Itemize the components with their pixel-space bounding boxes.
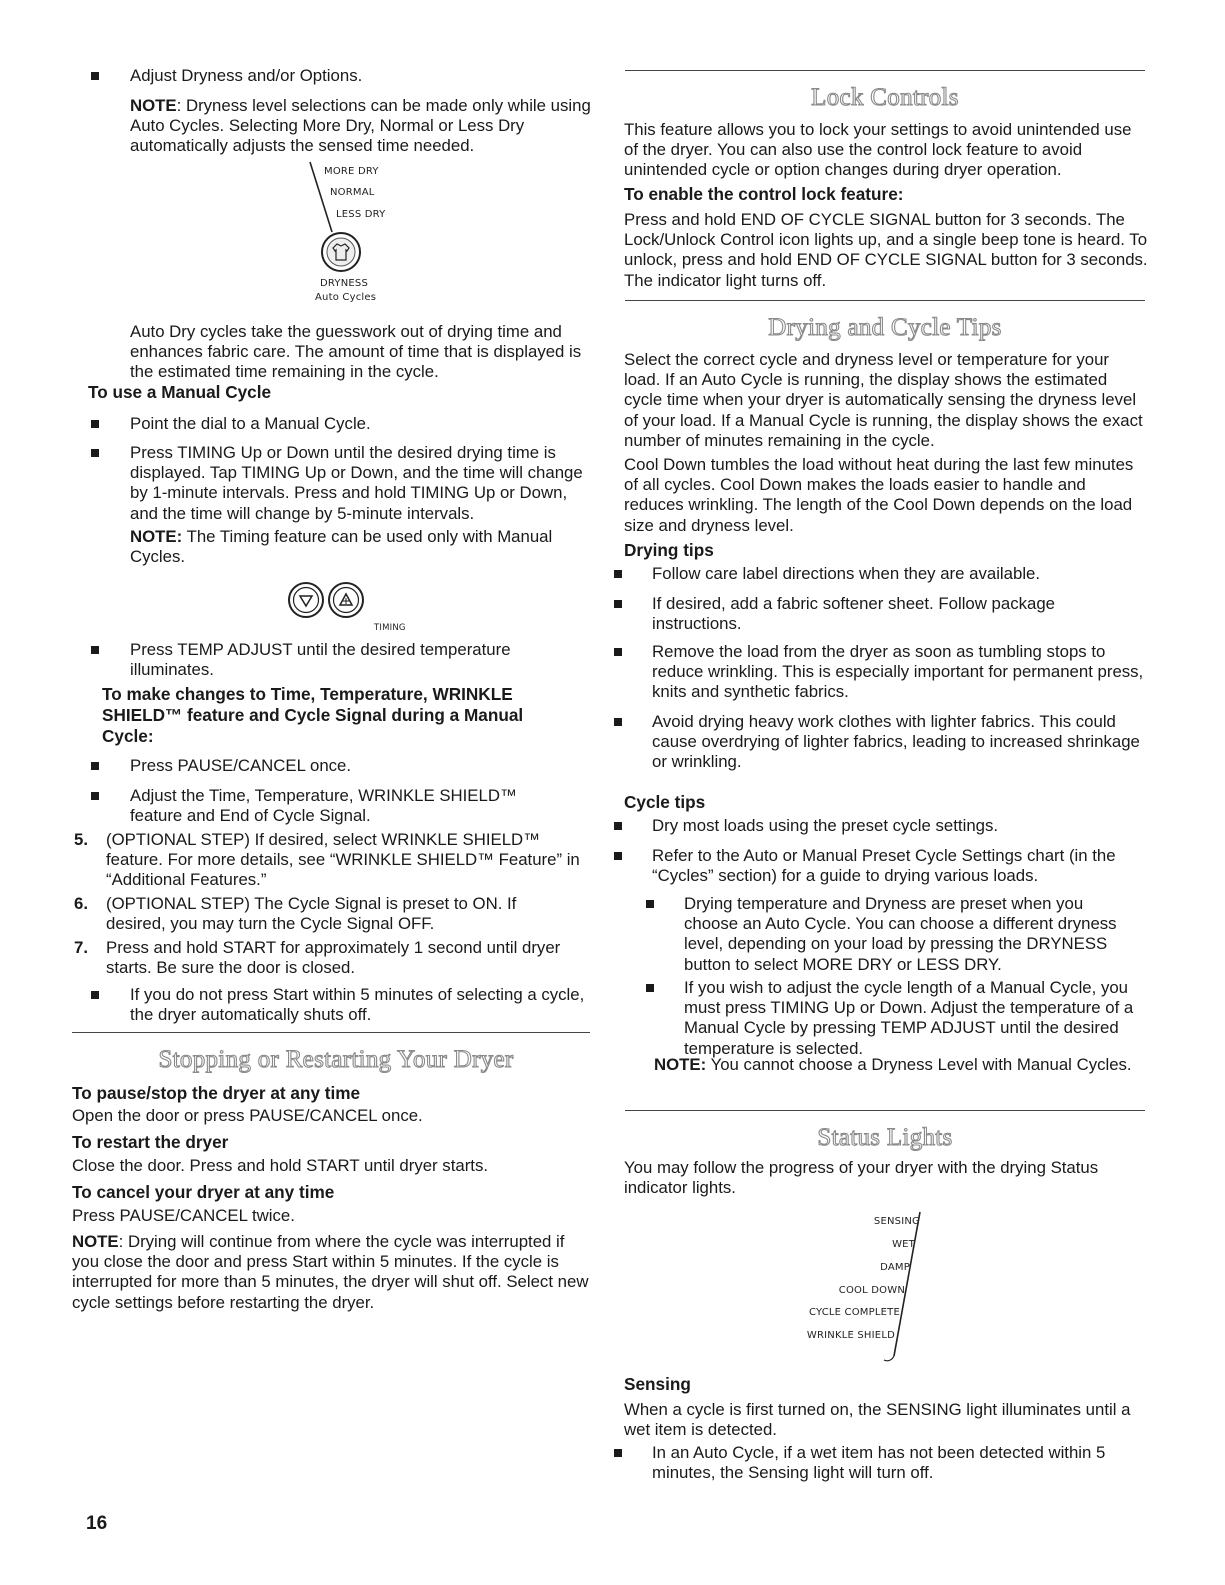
cycle-tips-heading: Cycle tips bbox=[624, 792, 706, 812]
section-divider bbox=[625, 1110, 1145, 1111]
sensing-heading: Sensing bbox=[624, 1374, 691, 1394]
list-item: Press TIMING Up or Down until the desired drying time is displayed. Tap TIMING Up or Down, and the time will change by 1-minute intervals. Press and hold TIMING Up or Down, and the time will change by 5-minute intervals. bbox=[86, 443, 598, 524]
timing-buttons-icon bbox=[286, 578, 370, 622]
bullet-icon bbox=[614, 852, 622, 860]
section-heading-status: Status Lights bbox=[817, 1124, 953, 1151]
lock-paragraph: This feature allows you to lock your settings to avoid unintended use of the dryer. You can also use the control lock feature to avoid unintended cycle or option changes during dryer operation. bbox=[624, 120, 1132, 180]
list-item: Refer to the Auto or Manual Preset Cycle Settings chart (in the “Cycles” section) for a guide to drying various loads. bbox=[616, 846, 1128, 886]
status-lights-diagram bbox=[770, 1206, 970, 1366]
bullet-icon bbox=[91, 72, 99, 80]
list-item: Remove the load from the dryer as soon as tumbling stops to reduce wrinkling. This is especially important for permanent press, knits and synthetic fabrics. bbox=[616, 642, 1146, 703]
dryness-caption: Auto Cycles bbox=[315, 292, 377, 303]
bullet-icon bbox=[91, 991, 99, 999]
dryness-label: MORE DRY bbox=[324, 166, 379, 177]
step-5: 5. (OPTIONAL STEP) If desired, select WRINKLE SHIELD™ feature. For more details, see “WRINKLE SHIELD™ Feature” in “Additional Features.” bbox=[74, 830, 580, 890]
bullet-icon bbox=[614, 822, 622, 830]
bullet-icon bbox=[614, 570, 622, 578]
list-item: Press TEMP ADJUST until the desired temperature illuminates. bbox=[86, 640, 598, 680]
manual-cycle-heading: To use a Manual Cycle bbox=[88, 382, 272, 402]
pause-heading: To pause/stop the dryer at any time bbox=[72, 1083, 361, 1103]
changes-heading: To make changes to Time, Temperature, WRINKLE SHIELD™ feature and Cycle Signal during a Manual Cycle: bbox=[102, 684, 524, 746]
section-heading-tips: Drying and Cycle Tips bbox=[768, 314, 1002, 341]
status-paragraph: You may follow the progress of your dryer with the drying Status indicator lights. bbox=[624, 1158, 1099, 1198]
status-label: WRINKLE SHIELD bbox=[806, 1330, 895, 1341]
sensing-paragraph: When a cycle is first turned on, the SENSING light illuminates until a wet item is detected. bbox=[624, 1400, 1131, 1440]
list-item: In an Auto Cycle, if a wet item has not been detected within 5 minutes, the Sensing light will turn off. bbox=[616, 1443, 1146, 1483]
auto-dry-paragraph: Auto Dry cycles take the guesswork out of drying time and enhances fabric care. The amount of time that is displayed is the estimated time remaining in the cycle. bbox=[130, 322, 582, 382]
bullet-icon bbox=[91, 792, 99, 800]
list-item: If you do not press Start within 5 minutes of selecting a cycle, the dryer automatically shuts off. bbox=[86, 985, 586, 1025]
bullet-icon bbox=[614, 1449, 622, 1457]
dryness-label: NORMAL bbox=[330, 187, 375, 198]
list-item: Dry most loads using the preset cycle settings. bbox=[616, 816, 1146, 836]
bullet-icon bbox=[91, 646, 99, 654]
bullet-icon bbox=[646, 900, 654, 908]
bullet-icon bbox=[91, 449, 99, 457]
status-label: WET bbox=[892, 1239, 915, 1250]
restart-text: Close the door. Press and hold START until dryer starts. bbox=[72, 1156, 488, 1175]
bullet-icon bbox=[91, 420, 99, 428]
bullet-icon bbox=[91, 762, 99, 770]
dryness-button-icon bbox=[319, 230, 363, 274]
bullet-icon bbox=[614, 600, 622, 608]
page-number: 16 bbox=[86, 1513, 108, 1534]
list-item: Press PAUSE/CANCEL once. bbox=[86, 756, 598, 776]
list-item: Avoid drying heavy work clothes with lighter fabrics. This could cause overdrying of lighter fabrics, leading to increased shrinkage or wrinkling. bbox=[616, 712, 1146, 773]
status-label: DAMP bbox=[880, 1262, 910, 1273]
section-heading-lock: Lock Controls bbox=[811, 84, 959, 111]
status-label: COOL DOWN bbox=[838, 1285, 905, 1296]
bullet-icon bbox=[646, 984, 654, 992]
list-item: If desired, add a fabric softener sheet. Follow package instructions. bbox=[616, 594, 1116, 634]
note-restart: NOTE: Drying will continue from where the cycle was interrupted if you close the door and press Start within 5 minutes. If the cycle is interrupted for more than 5 minutes, the dryer will shut off. Select new cycle settings before restarting the dryer. bbox=[72, 1232, 589, 1312]
pause-text: Open the door or press PAUSE/CANCEL once. bbox=[72, 1106, 423, 1125]
cancel-heading: To cancel your dryer at any time bbox=[72, 1182, 335, 1202]
timing-diagram bbox=[286, 578, 406, 638]
section-divider bbox=[625, 70, 1145, 71]
section-divider bbox=[72, 1032, 590, 1033]
list-item: Adjust the Time, Temperature, WRINKLE SHIELD™ feature and End of Cycle Signal. bbox=[86, 786, 556, 826]
bullet-icon bbox=[614, 648, 622, 656]
status-label: SENSING bbox=[873, 1216, 920, 1227]
list-item: Point the dial to a Manual Cycle. bbox=[86, 414, 598, 434]
tips-paragraph-2: Cool Down tumbles the load without heat during the last few minutes of all cycles. Cool Down makes the loads easier to handle and reduces wrinkling. The length of the Cool Down depends on the load size and dryness level. bbox=[624, 455, 1134, 535]
note-timing: NOTE: The Timing feature can be used only with Manual Cycles. bbox=[130, 527, 553, 567]
section-divider bbox=[625, 300, 1145, 301]
restart-heading: To restart the dryer bbox=[72, 1132, 229, 1152]
bullet-icon bbox=[614, 718, 622, 726]
step-7: 7. Press and hold START for approximately 1 second until dryer starts. Be sure the door is closed. bbox=[74, 938, 561, 978]
timing-caption: TIMING bbox=[374, 623, 406, 633]
status-label: CYCLE COMPLETE bbox=[808, 1307, 900, 1318]
step-6: 6. (OPTIONAL STEP) The Cycle Signal is preset to ON. If desired, you may turn the Cycle Signal OFF. bbox=[74, 894, 517, 934]
dryness-diagram bbox=[306, 160, 466, 310]
list-item: Adjust Dryness and/or Options. bbox=[86, 66, 598, 86]
list-item: If you wish to adjust the cycle length of a Manual Cycle, you must press TIMING Up or Down. Adjust the temperature of a Manual Cycle by pressing TEMP ADJUST until the desired temperature is selected. bbox=[646, 978, 1146, 1059]
cancel-text: Press PAUSE/CANCEL twice. bbox=[72, 1206, 295, 1225]
drying-tips-heading: Drying tips bbox=[624, 540, 714, 560]
list-item: Follow care label directions when they are available. bbox=[616, 564, 1146, 584]
dryness-label: LESS DRY bbox=[336, 209, 386, 220]
note-dryness: NOTE: Dryness level selections can be made only while using Auto Cycles. Selecting More Dry, Normal or Less Dry automatically adjusts the sensed time needed. bbox=[130, 96, 591, 156]
note-dryness-level: NOTE: You cannot choose a Dryness Level with Manual Cycles. bbox=[654, 1055, 1132, 1074]
lock-enable-paragraph: Press and hold END OF CYCLE SIGNAL button for 3 seconds. The Lock/Unlock Control icon lights up, and a single beep tone is heard. To unlock, press and hold END OF CYCLE SIGNAL button for 3 seconds. The indicator light turns off. bbox=[624, 210, 1148, 290]
lock-enable-heading: To enable the control lock feature: bbox=[624, 184, 904, 204]
dryness-caption: DRYNESS bbox=[320, 278, 369, 289]
tips-paragraph-1: Select the correct cycle and dryness level or temperature for your load. If an Auto Cycle is running, the display shows the estimated cycle time when your dryer is automatically sensing the dryness level of your load. If a Manual Cycle is running, the display shows the exact number of minutes remaining in the cycle. bbox=[624, 350, 1143, 450]
section-heading-stopping: Stopping or Restarting Your Dryer bbox=[158, 1046, 514, 1073]
list-item: Drying temperature and Dryness are preset when you choose an Auto Cycle. You can choose a different dryness level, depending on your load by pressing the DRYNESS button to select MORE DRY or LESS DRY. bbox=[646, 894, 1136, 975]
